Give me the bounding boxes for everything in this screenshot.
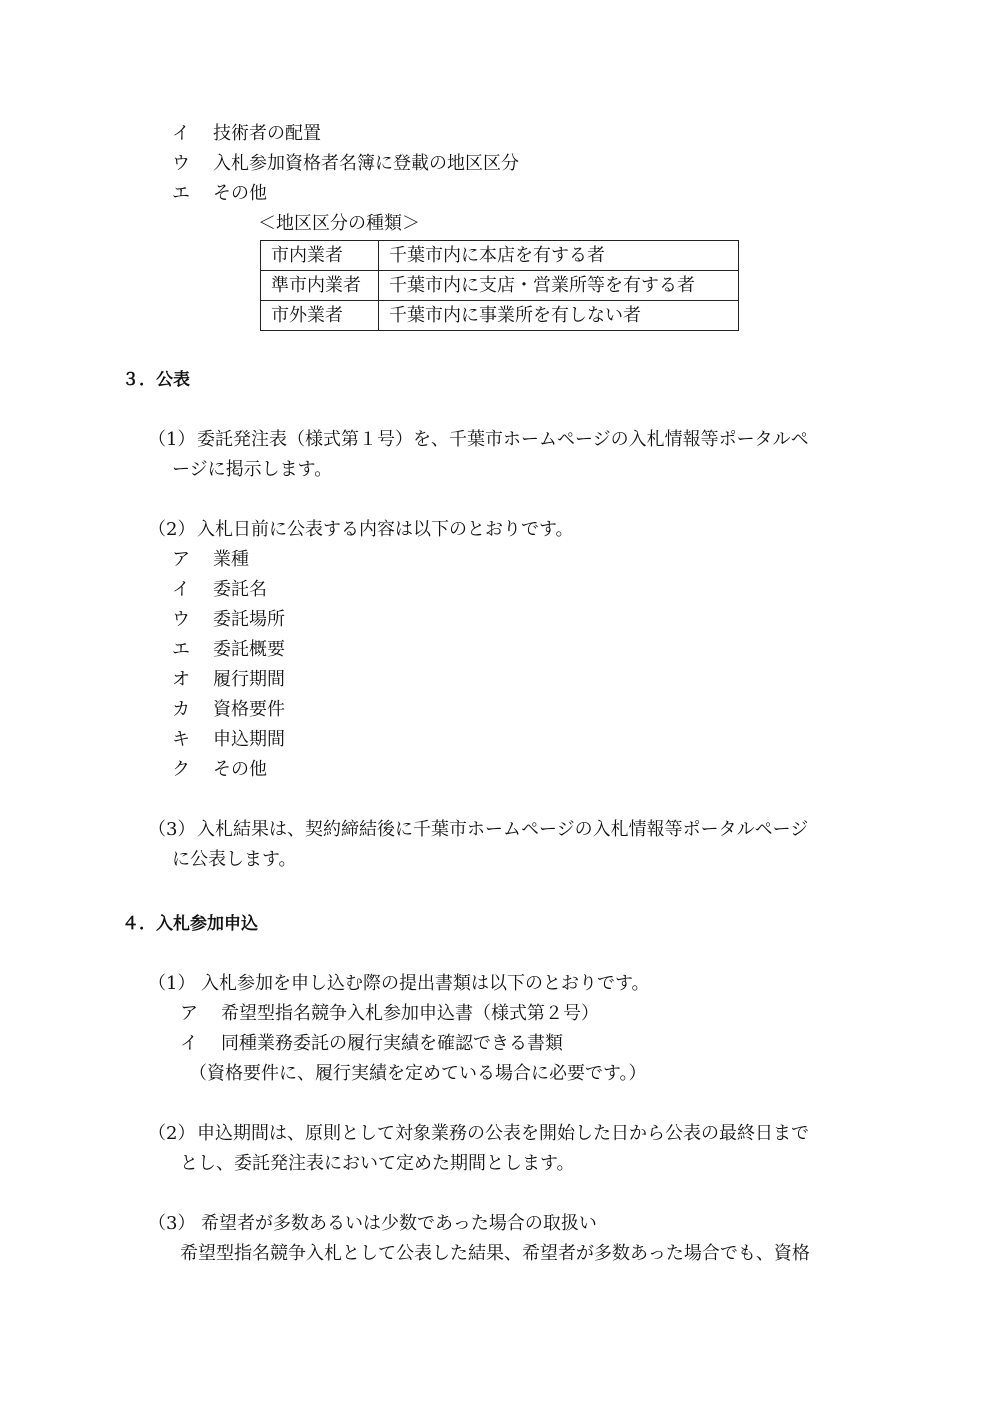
table-row: [261, 271, 739, 301]
list-item-marker: カ: [172, 699, 190, 720]
list-item: 委託名: [213, 579, 267, 600]
paragraph-marker: （1）: [148, 429, 196, 450]
list-item: 委託場所: [213, 609, 285, 630]
paragraph-marker: （2）: [148, 519, 196, 540]
list-item: 同種業務委託の履行実績を確認できる書類: [221, 1033, 563, 1054]
list-item: 業種: [213, 549, 249, 570]
list-item-marker: イ: [180, 1033, 198, 1054]
paragraph-line: 入札日前に公表する内容は以下のとおりです。: [197, 519, 574, 540]
table-row: [261, 241, 739, 271]
list-item-marker: イ: [172, 579, 190, 600]
list-item: 技術者の配置: [213, 123, 321, 144]
table-row: [261, 301, 739, 331]
paragraph-marker: （3）: [148, 819, 196, 840]
list-item: その他: [213, 183, 267, 204]
list-item: 申込期間: [213, 729, 285, 750]
paragraph-line: 委託発注表（様式第１号）を、千葉市ホームページの入札情報等ポータルペ: [197, 429, 809, 450]
paragraph-line: 希望者が多数あるいは少数であった場合の取扱い: [201, 1213, 597, 1234]
paragraph-line: 申込期間は、原則として対象業務の公表を開始した日から公表の最終日まで: [197, 1123, 809, 1144]
paragraph-marker: （3）: [148, 1213, 196, 1234]
paragraph-note: （資格要件に、履行実績を定めている場合に必要です。）: [189, 1063, 647, 1084]
section-heading: ３．公表: [122, 370, 190, 390]
list-item: 希望型指名競争入札参加申込書（様式第２号）: [221, 1003, 599, 1024]
table-cell-desc: 千葉市内に本店を有する者: [379, 241, 739, 271]
table-cell-desc: 千葉市内に事業所を有しない者: [379, 301, 739, 331]
list-item: 入札参加資格者名簿に登載の地区区分: [213, 153, 519, 174]
table-caption: ＜地区区分の種類＞: [258, 213, 420, 234]
section-heading: ４．入札参加申込: [122, 914, 258, 934]
list-item-marker: ア: [172, 549, 190, 570]
list-item: 履行期間: [213, 669, 285, 690]
table-cell-kind: 市外業者: [261, 301, 379, 331]
list-item: その他: [213, 759, 267, 780]
paragraph-line: 希望型指名競争入札として公表した結果、希望者が多数あった場合でも、資格: [180, 1243, 810, 1264]
list-item: 資格要件: [213, 699, 285, 720]
table-cell-kind: 市内業者: [261, 241, 379, 271]
paragraph-line: ージに掲示します。: [172, 459, 333, 480]
list-item-marker: エ: [172, 639, 190, 660]
list-item-marker: オ: [172, 669, 190, 690]
list-item: 委託概要: [213, 639, 285, 660]
list-item-marker: ウ: [172, 609, 190, 630]
paragraph-marker: （1）: [148, 973, 196, 994]
list-item-marker: イ: [172, 123, 190, 144]
list-item-marker: キ: [172, 729, 190, 750]
paragraph-line: とし、委託発注表において定めた期間とします。: [180, 1153, 575, 1174]
paragraph-line: 入札参加を申し込む際の提出書類は以下のとおりです。: [201, 973, 650, 994]
list-item-marker: エ: [172, 183, 190, 204]
list-item-marker: ア: [180, 1003, 198, 1024]
district-types-table: [260, 240, 739, 331]
list-item-marker: ウ: [172, 153, 190, 174]
paragraph-marker: （2）: [148, 1123, 196, 1144]
paragraph-line: 入札結果は、契約締結後に千葉市ホームページの入札情報等ポータルページ: [197, 819, 809, 840]
table-cell-desc: 千葉市内に支店・営業所等を有する者: [379, 271, 739, 301]
paragraph-line: に公表します。: [172, 849, 297, 870]
list-item-marker: ク: [172, 759, 190, 780]
table-cell-kind: 準市内業者: [261, 271, 379, 301]
